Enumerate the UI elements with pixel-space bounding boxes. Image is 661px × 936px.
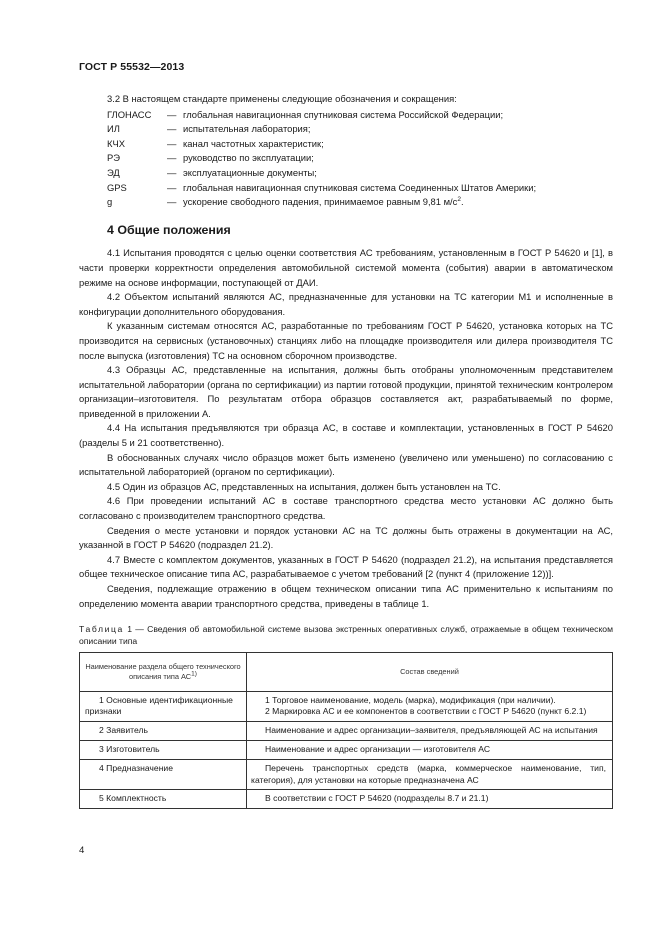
content-line: Наименование и адрес организации — изготовителя АС <box>265 743 491 754</box>
table-cell-section: 3 Изготовитель <box>80 740 247 759</box>
table-cell-content <box>247 691 613 722</box>
abbreviation-row <box>107 195 613 210</box>
abbreviation-dash: — <box>167 137 177 149</box>
abbreviation-term: g <box>107 196 113 208</box>
abbreviation-term: КЧХ <box>107 137 125 149</box>
content-line: В соответствии с ГОСТ Р 54620 (подразделы 8.7 и 21.1) <box>265 793 489 804</box>
table-cell-section: 1 Основные идентификационные признаки <box>80 691 247 722</box>
abbreviation-row <box>107 108 613 123</box>
paragraph: Сведения о месте установки и порядок установки АС на ТС должны быть отражены в документации на АС, указанной в ГОСТ Р 54620 (подраздел 21.2). <box>79 524 613 551</box>
abbreviation-term: РЭ <box>107 152 120 164</box>
abbreviation-definition: руководство по эксплуатации; <box>183 152 314 164</box>
superscript: 2 <box>457 196 461 204</box>
paragraph: 4.6 При проведении испытаний АС в составе транспортного средства место установки АС должно быть согласовано с производителем транспортного средства. <box>79 495 613 522</box>
abbreviation-definition <box>183 195 613 210</box>
content-line: Перечень транспортных средств (марка, коммерческое наименование, тип, категория), для установки на которые предназначена АС <box>251 762 606 785</box>
page-content <box>79 92 613 809</box>
abbreviation-dash: — <box>167 152 177 164</box>
table-header-col2: Состав сведений <box>247 652 613 691</box>
table-cell-section: 4 Предназначение <box>80 759 247 790</box>
table-row <box>80 691 613 722</box>
document-header: ГОСТ Р 55532—2013 <box>79 61 185 73</box>
table-cell-content <box>247 722 613 741</box>
paragraph: 4.4 На испытания предъявляются три образца АС, в составе и комплектации, установленных в ГОСТ Р 54620 (разделы 5 и 21 соответственно). <box>79 422 613 449</box>
table-cell-content <box>247 740 613 759</box>
definition-tail: . <box>460 196 464 208</box>
content-line: Наименование и адрес организации–заявителя, предъявляющей АС на испытания <box>265 725 598 736</box>
abbreviation-dash: — <box>167 166 177 178</box>
table-row <box>80 740 613 759</box>
abbreviation-term: ГЛОНАСС <box>107 108 152 120</box>
content-line: 2 Маркировка АС и ее компонентов в соответствии с ГОСТ Р 54620 (пункт 6.2.1) <box>265 706 587 717</box>
abbreviation-term: ИЛ <box>107 123 120 135</box>
table-caption <box>79 623 613 647</box>
definition-text: ускорение свободного падения, принимаемое равным 9,81 м/с <box>183 196 458 208</box>
paragraph: К указанным системам относятся АС, разработанные по требованиям ГОСТ Р 54620, установка которых на ТС производится на сервисных (установочных) станциях либо на площадке производителя или дилера производителя ТС после выпуска (изготовления) ТС на основном сборочном производстве. <box>79 320 613 361</box>
info-table <box>79 652 613 810</box>
paragraph: 4.5 Один из образцов АС, представленных на испытания, должен быть установлен на ТС. <box>107 480 501 492</box>
abbreviation-dash: — <box>167 196 177 208</box>
table-header-row <box>80 652 613 691</box>
table-cell-section: 5 Комплектность <box>80 790 247 809</box>
abbreviation-definition: глобальная навигационная спутниковая система Российской Федерации; <box>183 108 504 120</box>
table-row <box>80 759 613 790</box>
abbreviation-term: ЭД <box>107 166 120 178</box>
table-row <box>80 722 613 741</box>
paragraph: 4.1 Испытания проводятся с целью оценки соответствия АС требованиям, установленным в ГОСТ Р 54620 и [1], в части проверки корректности определения автомобильной системой момента (события) аварии в автоматическом режиме на основе информации, поступающей от ДАИ. <box>79 247 613 288</box>
content-line: 1 Торговое наименование, модель (марка), модификация (при наличии). <box>265 694 556 705</box>
table-cell-content <box>247 759 613 790</box>
abbreviation-dash: — <box>167 123 177 135</box>
paragraph: 4.7 Вместе с комплектом документов, указанных в ГОСТ Р 54620 (подраздел 21.2), на испытания представляется общее техническое описание типа АС, разрабатываемое с учетом требований [2 (пункт 4 (приложение 12))]. <box>79 553 613 580</box>
table-row <box>80 790 613 809</box>
abbreviation-row <box>107 181 613 196</box>
abbreviation-definition: глобальная навигационная спутниковая система Соединенных Штатов Америки; <box>183 181 537 193</box>
abbreviation-row <box>107 166 613 181</box>
paragraph: Сведения, подлежащие отражению в общем техническом описании типа АС применительно к испытаниям по определению момента аварии транспортного средства, приведены в таблице 1. <box>79 583 613 609</box>
abbreviation-row <box>107 122 613 137</box>
table-cell-section: 2 Заявитель <box>80 722 247 741</box>
header-col1-text: Наименование раздела общего технического описания типа АС <box>85 661 241 681</box>
abbreviation-row <box>107 137 613 152</box>
abbreviation-definition: канал частотных характеристик; <box>183 137 324 149</box>
header-col1-footnote: 1) <box>191 670 197 678</box>
paragraph: 4.3 Образцы АС, представленные на испытания, должны быть отобраны уполномоченным представителем испытательной лаборатории (органа по сертификации) из партии готовой продукции, принятой техническим контролером организации–изготовителя. По результатам отбора образцов составляется акт, разрабатываемый по форме, приведенной в приложении А. <box>79 364 613 419</box>
table-caption-label: Таблица <box>79 624 124 635</box>
table-caption-text: 1 — Сведения об автомобильной системе вызова экстренных оперативных служб, отражаемые в общем техническом описании типа <box>79 624 613 647</box>
abbreviation-row <box>107 151 613 166</box>
abbreviations-intro: 3.2 В настоящем стандарте применены следующие обозначения и сокращения: <box>107 93 457 104</box>
abbreviation-dash: — <box>167 108 177 120</box>
paragraph: В обоснованных случаях число образцов может быть изменено (увеличено или уменьшено) по согласованию с испытательной лабораторией (органом по сертификации). <box>79 451 613 478</box>
abbreviation-definition: эксплуатационные документы; <box>183 166 317 178</box>
abbreviation-dash: — <box>167 181 177 193</box>
paragraph: 4.2 Объектом испытаний являются АС, предназначенные для установки на ТС категории М1 и исполненные в конфигурации дополнительного оборудования. <box>79 291 613 317</box>
abbreviation-definition: испытательная лаборатория; <box>183 123 311 135</box>
abbreviation-term: GPS <box>107 181 127 193</box>
section-heading: 4 Общие положения <box>107 222 231 237</box>
table-header-col1 <box>80 652 247 691</box>
page-number: 4 <box>79 845 85 856</box>
table-cell-content <box>247 790 613 809</box>
